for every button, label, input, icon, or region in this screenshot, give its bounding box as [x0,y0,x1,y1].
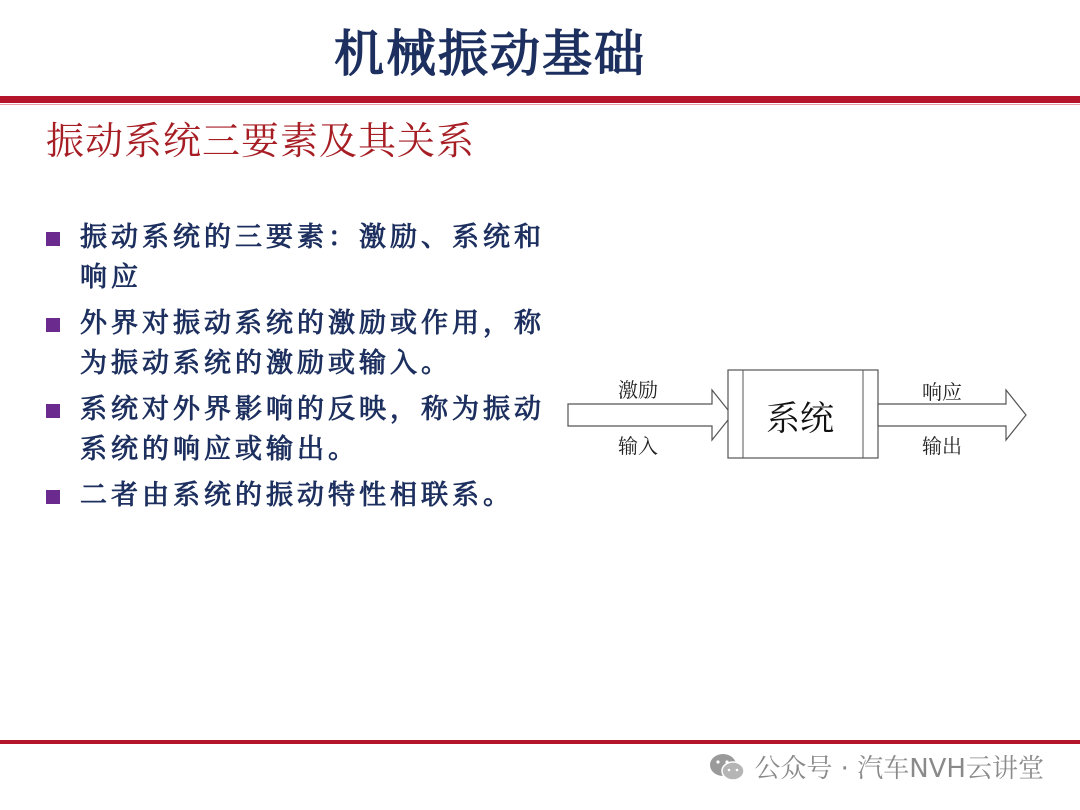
bullet-text: 外界对振动系统的激励或作用，称为振动系统的激励或输入。 [80,308,545,379]
slide-title: 机械振动基础 [334,24,646,83]
output-label-top: 响应 [922,380,962,404]
bullet-square-icon [46,490,60,504]
bullet-item [46,304,566,384]
bullet-text: 振动系统的三要素：激励、系统和响应 [80,222,545,293]
bullet-item [46,218,566,298]
bullet-square-icon [46,404,60,418]
input-label-bottom: 输入 [618,434,658,458]
wechat-icon [708,752,746,782]
header-divider [0,96,1080,103]
bullet-item [46,476,566,516]
footer-text: 公众号 · 汽车NVH云讲堂 [754,754,1044,784]
bullet-text: 系统对外界影响的反映，称为振动系统的响应或输出。 [80,394,545,465]
output-label-bottom: 输出 [922,434,962,458]
footer-divider [0,740,1080,744]
footer-watermark [708,748,1044,785]
system-diagram [560,360,1040,470]
bullet-square-icon [46,318,60,332]
bullet-item [46,390,566,470]
system-label: 系统 [766,399,834,439]
bullet-square-icon [46,232,60,246]
input-label-top: 激励 [618,378,658,402]
section-subtitle: 振动系统三要素及其关系 [46,119,476,163]
bullet-text: 二者由系统的振动特性相联系。 [80,480,514,511]
bullet-list [46,218,566,522]
header-divider-shadow [0,104,1080,105]
